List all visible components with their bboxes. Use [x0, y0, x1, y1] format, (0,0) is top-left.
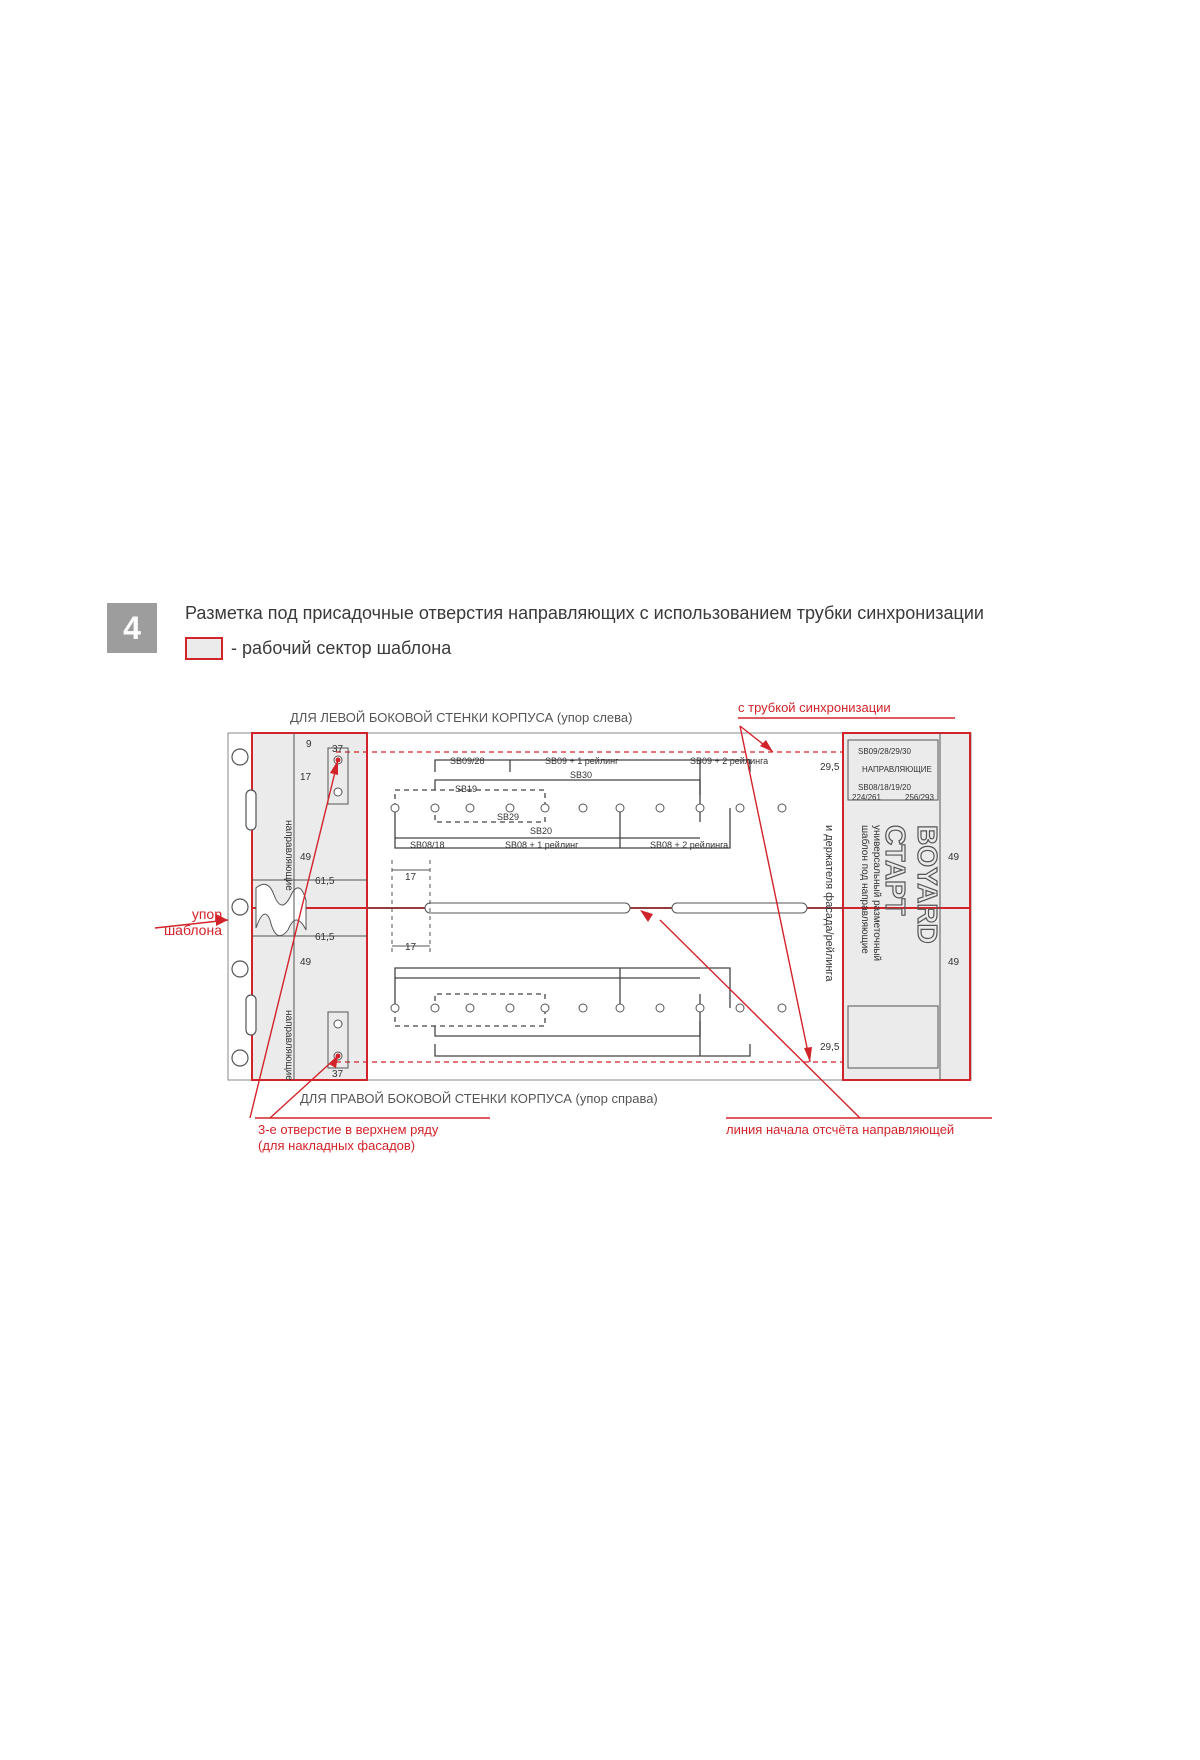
dim-29-5-bottom: 29,5 — [820, 1042, 840, 1053]
dim-49-right-bottom: 49 — [948, 957, 960, 968]
svg-text:SB20: SB20 — [530, 826, 553, 836]
guide-start-label: линия начала отсчёта направляющей — [726, 1122, 955, 1137]
dim-9: 9 — [306, 739, 312, 750]
box-dim-2: 256/293 — [905, 793, 934, 802]
third-hole-label-2: (для накладных фасадов) — [258, 1138, 416, 1153]
dim-17-left: 17 — [300, 772, 312, 783]
legend-text: - рабочий сектор шаблона — [231, 638, 452, 658]
section-heading: Разметка под присадочные отверстия направляющих с использованием трубки синхронизации — [185, 603, 984, 623]
top-marking-texts — [410, 756, 768, 850]
box-dim-1: 224/261 — [852, 793, 881, 802]
third-hole-label-1: 3-е отверстие в верхнем ряду — [258, 1122, 439, 1137]
brand-logo: BOYARD — [912, 825, 943, 944]
svg-text:SB09 + 1 рейлинг: SB09 + 1 рейлинг — [545, 756, 619, 766]
box-top-label: SB09/28/29/30 — [858, 747, 911, 756]
svg-text:SB08/18: SB08/18 — [410, 840, 445, 850]
svg-text:SB09 + 2 рейлинга: SB09 + 2 рейлинга — [690, 756, 769, 766]
left-wall-label: ДЛЯ ЛЕВОЙ БОКОВОЙ СТЕНКИ КОРПУСА (упор слева) — [290, 710, 633, 725]
dim-17-bottom: 17 — [405, 942, 417, 953]
brand-subtitle-1: универсальный разметочный — [871, 825, 882, 962]
brand-subtitle-2: шаблон под направляющие — [859, 825, 870, 954]
svg-text:SB19: SB19 — [455, 784, 478, 794]
svg-text:SB08 + 1 рейлинг: SB08 + 1 рейлинг — [505, 840, 579, 850]
dim-29-5-top: 29,5 — [820, 762, 840, 773]
box-bottom-label: SB08/18/19/20 — [858, 783, 911, 792]
dim-49-bottom: 49 — [300, 957, 312, 968]
sync-tube-slots — [425, 903, 807, 913]
dim-49-right-top: 49 — [948, 852, 960, 863]
dim-61-5-top: 61,5 — [315, 876, 335, 887]
dim-61-5-bottom: 61,5 — [315, 932, 335, 943]
dim-49-top: 49 — [300, 852, 312, 863]
sync-tube-label: с трубкой синхронизации — [738, 700, 891, 715]
stop-label-1: упор — [191, 906, 222, 922]
guides-vertical-text-bottom: направляющие — [283, 1010, 294, 1081]
box-guides-label: НАПРАВЛЯЮЩИЕ — [862, 765, 932, 774]
brand-product: СТАРТ — [880, 825, 911, 916]
svg-text:SB09/28: SB09/28 — [450, 756, 485, 766]
svg-text:SB30: SB30 — [570, 770, 593, 780]
bottom-marking-lines — [395, 968, 750, 1056]
top-holes — [391, 804, 786, 812]
dim-17-top: 17 — [405, 872, 417, 883]
svg-text:SB08 + 2 рейлинга: SB08 + 2 рейлинга — [650, 840, 729, 850]
vertical-note: и держателя фасада/рейлинга — [823, 825, 835, 982]
right-wall-label: ДЛЯ ПРАВОЙ БОКОВОЙ СТЕНКИ КОРПУСА (упор справа) — [300, 1091, 658, 1106]
bottom-holes — [391, 1004, 786, 1012]
stop-label-2: шаблона — [163, 922, 222, 938]
guides-vertical-text-top: направляющие — [283, 820, 294, 891]
svg-text:SB29: SB29 — [497, 812, 520, 822]
dim-37-top: 37 — [332, 744, 344, 755]
step-number-badge: 4 — [107, 603, 157, 653]
dim-37-bottom: 37 — [332, 1069, 344, 1080]
